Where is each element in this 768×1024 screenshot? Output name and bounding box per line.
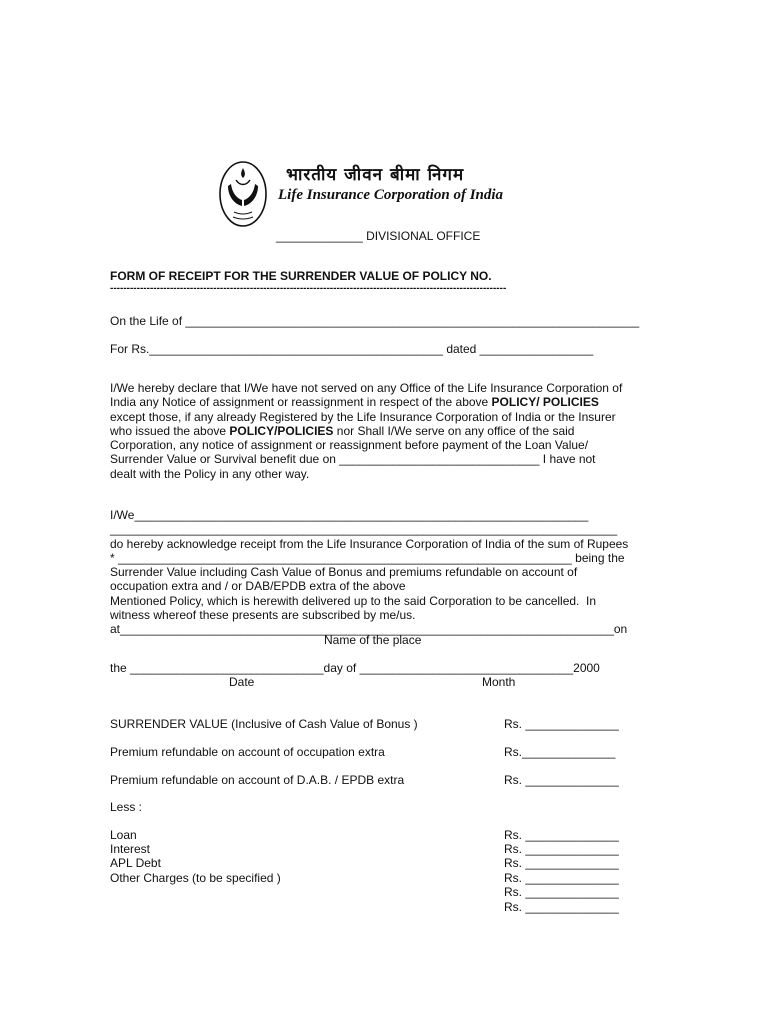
declaration-line: dealt with the Policy in any other way. (110, 466, 310, 481)
deduction-label: Loan (110, 828, 137, 842)
lic-logo (218, 160, 268, 228)
deduction-value: Rs. ______________ (504, 885, 619, 899)
ack-line: Surrender Value including Cash Value of Bonus and premiums refundable on account of (110, 565, 578, 580)
date-line: the _____________________________day of ________________________________2000 (110, 661, 600, 675)
ack-line: * ____________________________________________________________________ being the (110, 550, 625, 565)
org-name-hindi: भारतीय जीवन बीमा निगम (286, 165, 465, 185)
less-label: Less : (110, 800, 143, 814)
form-title: FORM OF RECEIPT FOR THE SURRENDER VALUE OF POLICY NO. (110, 269, 492, 283)
ack-line: at__________________________________________________________________________on (110, 622, 628, 637)
declaration-line: who issued the above (110, 423, 230, 438)
deduction-value: Rs. ______________ (504, 828, 619, 842)
ack-line: witness whereof these presents are subscribed by me/us. (110, 608, 416, 623)
declaration-line: Surrender Value or Survival benefit due on ______________________________ I have not (110, 452, 596, 467)
declaration-line: I/We hereby declare that I/We have not served on any Office of the Life Insurance Corporation of (110, 381, 623, 395)
declaration-line: except those, if any already Registered by the Life Insurance Corporation of India or the Insurer (110, 409, 616, 424)
amount-label: Premium refundable on account of D.A.B. / EPDB extra (110, 773, 405, 787)
ack-line: occupation extra and / or DAB/EPDB extra of the above (110, 579, 406, 594)
declaration-line: nor Shall I/We serve on any office of the said (333, 423, 575, 438)
deduction-label: APL Debt (110, 856, 161, 870)
deduction-label: Other Charges (to be specified ) (110, 871, 281, 885)
amount-value: Rs.______________ (504, 745, 616, 759)
ack-line: Mentioned Policy, which is herewith delivered up to the said Corporation to be cancelled. In (110, 593, 597, 608)
deduction-value: Rs. ______________ (504, 900, 619, 914)
amount-label: SURRENDER VALUE (Inclusive of Cash Value of Bonus ) (110, 717, 418, 731)
declaration-paragraph (110, 381, 622, 481)
date-label: Date (229, 675, 255, 689)
ack-line: ____________________________________________________________________________ (110, 522, 618, 537)
place-label: Name of the place (324, 633, 422, 647)
amount-label: Premium refundable on account of occupation extra (110, 745, 385, 759)
deduction-label: Interest (110, 842, 151, 856)
for-rs-field: For Rs.____________________________________________ dated _________________ (110, 342, 594, 356)
deduction-value: Rs. ______________ (504, 871, 619, 885)
acknowledgement-paragraph (110, 508, 628, 637)
amount-value: Rs. ______________ (504, 717, 619, 731)
org-name-english: Life Insurance Corporation of India (278, 187, 504, 203)
ack-line: do hereby acknowledge receipt from the Life Insurance Corporation of India of the sum of Rupees (110, 536, 629, 551)
amount-value: Rs. ______________ (504, 773, 619, 787)
month-label: Month (482, 675, 516, 689)
deduction-value: Rs. ______________ (504, 842, 619, 856)
policy-emphasis: POLICY/POLICIES (229, 423, 334, 438)
deduction-value: Rs. ______________ (504, 856, 619, 870)
declaration-line: India any Notice of assignment or reassignment in respect of the above (110, 395, 492, 410)
life-of-field: On the Life of ____________________________________________________________________ (110, 314, 640, 328)
ack-line: I/We____________________________________________________________________ (110, 508, 589, 522)
divisional-office-line: _____________ DIVISIONAL OFFICE (276, 229, 481, 243)
title-divider: ----------------------------------------------------------------------------------------------------------------------- (110, 283, 507, 294)
declaration-line: Corporation, any notice of assignment or reassignment before payment of the Loan Value/ (110, 438, 589, 453)
policy-emphasis: POLICY/ POLICIES (491, 395, 599, 410)
